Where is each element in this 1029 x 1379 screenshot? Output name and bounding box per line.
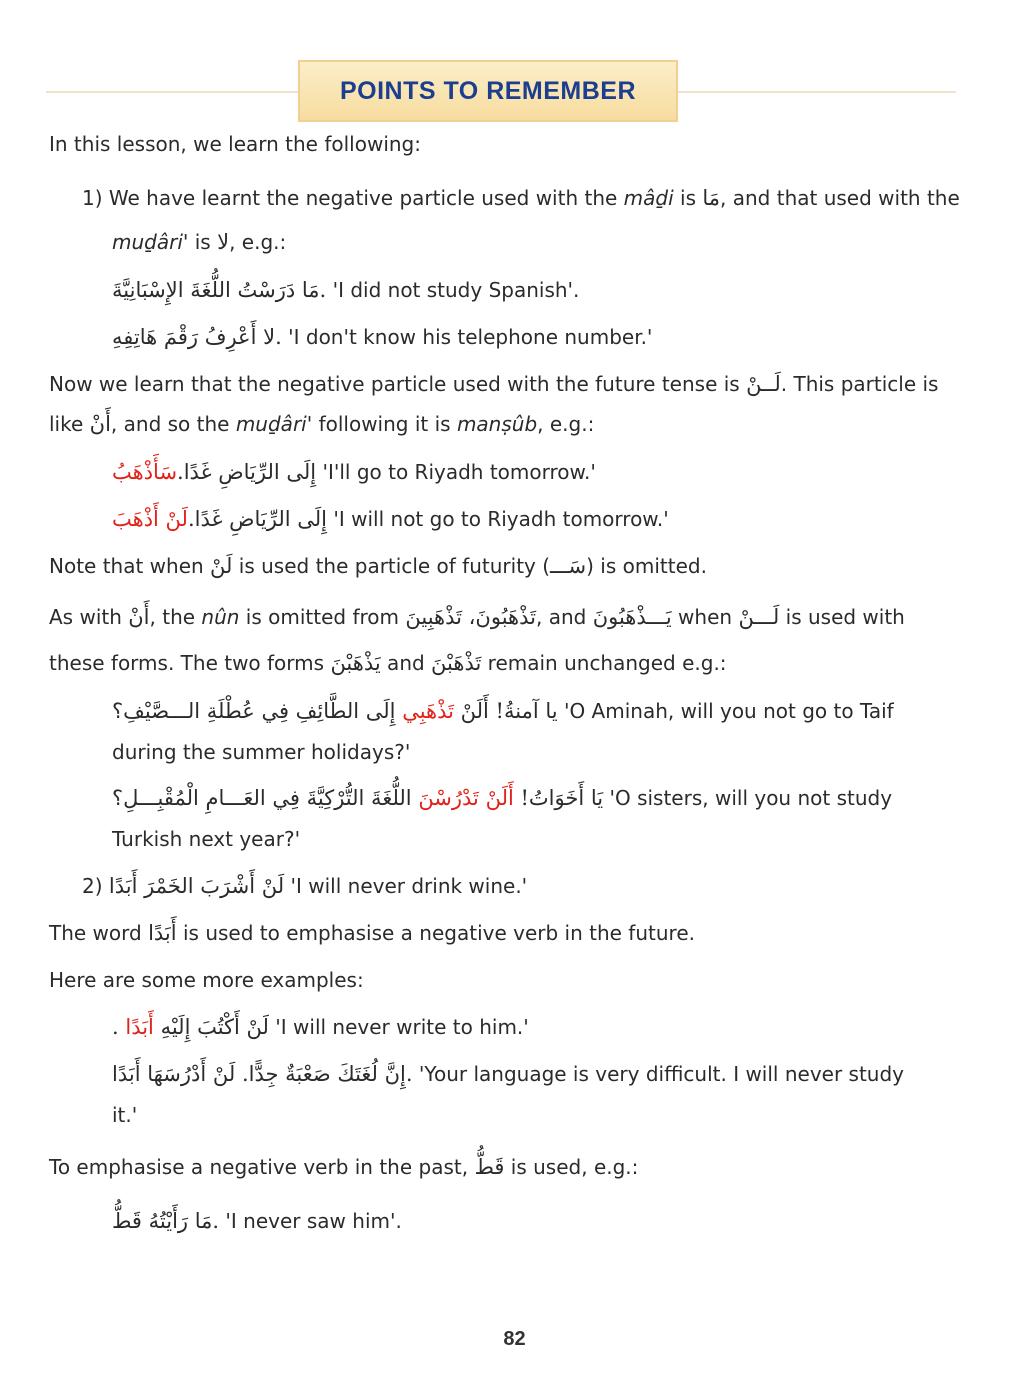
text-run: following it is [312, 412, 457, 436]
text-run: is used the particle of futurity ( [232, 554, 551, 578]
translation: 'I don't know his telephone number.' [288, 325, 653, 349]
point-1-line-1 [82, 184, 960, 212]
nun-para-line-2 [49, 649, 727, 677]
translation: 'I will never write to him.' [275, 1015, 529, 1039]
translation: 'O Aminah, will you not go to Taif [563, 699, 894, 723]
text-run: these forms. The two forms [49, 651, 331, 675]
text-run: ) is omitted. [586, 554, 707, 578]
section-title: POINTS TO REMEMBER [339, 76, 637, 105]
text-run: , e.g.: [537, 412, 595, 436]
arabic-example: .مَا رَأَيْتُهُ قَطُّ [112, 1209, 220, 1233]
text-run: , and [535, 605, 593, 629]
intro-text: In this lesson, we learn the following: [49, 132, 421, 156]
example-4 [112, 505, 669, 533]
section-header-box [298, 60, 678, 122]
future-para-line-1 [49, 370, 938, 398]
text-run: when [671, 605, 739, 629]
translation: 'I never saw him'. [225, 1209, 402, 1233]
text-run: is used, e.g.: [504, 1155, 639, 1179]
term-mansub: manṣûb [456, 412, 538, 436]
point-1-line-2 [112, 228, 286, 256]
abadan-note [49, 919, 695, 947]
qattu-note [49, 1153, 638, 1181]
arabic-lan: لَنْ [210, 554, 233, 578]
text-run: To emphasise a negative verb in the past, [49, 1155, 475, 1179]
term-nun: nûn [201, 605, 240, 629]
arabic-punct: . [112, 1015, 126, 1039]
example-6 [112, 784, 892, 812]
arabic-example: يا آمنةُ! أَلَنْ [453, 699, 558, 723]
term-mudari: muḏâri' [112, 230, 189, 254]
arabic-example: يَا أَخَوَاتُ! [513, 786, 604, 810]
text-run: Now we learn that the negative particle used with the future tense is [49, 372, 747, 396]
text-run: Note that when [49, 554, 211, 578]
text-run: , e.g.: [229, 230, 287, 254]
arabic-example: .إِنَّ لُغَتَكَ صَعْبَةٌ جِدًّا. لَنْ أَدْرُسَهَا أَبَدًا [112, 1062, 413, 1086]
arabic-lan: لَـــنْ [738, 605, 780, 629]
text-run: , the [149, 605, 202, 629]
translation: 'Your language is very difficult. I will never study [418, 1062, 905, 1086]
arabic-forms: تَذْهَبُونَ، تَذْهَبِينَ [405, 605, 536, 629]
arabic-example: .لا أَعْرِفُ رَقْمَ هَاتِفِهِ [112, 325, 282, 349]
arabic-ma: مَا [702, 186, 721, 210]
arabic-lan: لَــنْ [746, 372, 781, 396]
arabic-highlight: لَنْ أَذْهَبَ [112, 507, 188, 531]
translation: 'I will never drink wine.' [290, 874, 528, 898]
text-run: is [188, 230, 218, 254]
translation: 'O sisters, will you not study [609, 786, 893, 810]
header-rule-right [678, 91, 956, 93]
arabic-highlight: سَأَذْهَبُ [112, 460, 178, 484]
arabic-form: يَـــذْهَبُونَ [592, 605, 672, 629]
more-examples-label: Here are some more examples: [49, 968, 364, 992]
example-1 [112, 276, 579, 304]
header-rule-left [46, 91, 300, 93]
text-run: remain unchanged e.g.: [481, 651, 727, 675]
arabic-form: يَذْهَبْنَ [330, 651, 381, 675]
text-run: like [49, 412, 90, 436]
arabic-example: لَنْ أَشْرَبَ الخَمْرَ أَبَدًا [108, 874, 285, 898]
arabic-example: إِلَى الرِّيَاضِ غَدًا. [177, 460, 317, 484]
term-mudari: muḏâri' [235, 412, 313, 436]
example-6-cont: Turkish next year?' [112, 827, 301, 851]
arabic-la: لا [217, 230, 230, 254]
arabic-highlight: أَبَدًا [125, 1015, 154, 1039]
arabic-qattu: قَطُّ [474, 1155, 505, 1179]
text-run: . This particle is [780, 372, 939, 396]
text-run: is [673, 186, 703, 210]
translation: 'I will not go to Riyadh tomorrow.' [333, 507, 669, 531]
text-run: is used with [779, 605, 905, 629]
arabic-an: أَنْ [128, 605, 150, 629]
example-8 [112, 1013, 529, 1041]
text-run: The word [49, 921, 149, 945]
arabic-example: إِلَى الرِّيَاضِ غَدًا. [187, 507, 328, 531]
example-10 [112, 1207, 402, 1235]
arabic-form: تَذْهَبْنَ [431, 651, 482, 675]
futurity-note [49, 552, 707, 580]
arabic-example: لَنْ أَكْتُبَ إِلَيْهِ [153, 1015, 269, 1039]
example-9-cont: it.' [112, 1103, 138, 1127]
example-5 [112, 697, 894, 725]
page-number: 82 [503, 1328, 526, 1350]
translation: 'I did not study Spanish'. [332, 278, 580, 302]
arabic-highlight: أَلَنْ تَدْرُسْنَ [418, 786, 514, 810]
arabic-example: إِلَى الطَّائِفِ فِي عُطْلَةِ الـــصَّيْفِ؟ [112, 699, 403, 723]
future-para-line-2 [49, 410, 594, 438]
translation: 'I'll go to Riyadh tomorrow.' [322, 460, 596, 484]
term-madi: mâḏi [623, 186, 674, 210]
arabic-highlight: تَذْهَبِي [402, 699, 454, 723]
text-run: , and so the [110, 412, 236, 436]
example-5-cont: during the summer holidays?' [112, 740, 411, 764]
text-run: , and that used with the [720, 186, 960, 210]
point-number: 2) [82, 874, 109, 898]
arabic-example: .مَا دَرَسْتُ اللُّغَةَ الإِسْبَانِيَّةَ [112, 278, 327, 302]
text-run: As with [49, 605, 129, 629]
arabic-sa: سَـــ [550, 554, 587, 578]
text-run: is used to emphasise a negative verb in the future. [176, 921, 695, 945]
arabic-an: أَنْ [89, 412, 111, 436]
text-run: 1) We have learnt the negative particle used with the [82, 186, 624, 210]
text-run: is omitted from [239, 605, 406, 629]
arabic-abadan: أَبَدًا [148, 921, 177, 945]
point-2 [82, 872, 527, 900]
example-9 [112, 1060, 904, 1088]
nun-para-line-1 [49, 603, 905, 631]
example-3 [112, 458, 596, 486]
arabic-example: اللُّغَةَ التُّرْكِيَّةَ فِي العَـــامِ الْمُقْبِـــلِ؟ [112, 786, 419, 810]
text-run: and [380, 651, 432, 675]
example-2 [112, 323, 652, 351]
